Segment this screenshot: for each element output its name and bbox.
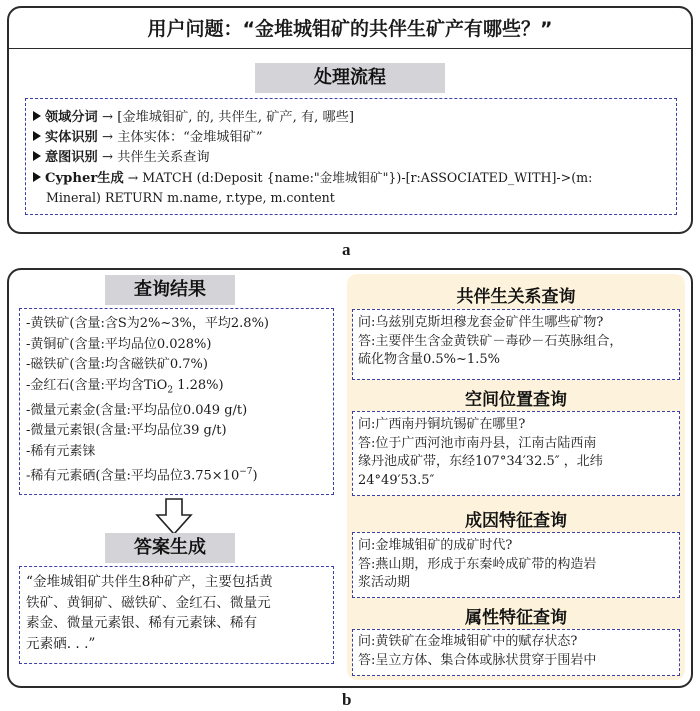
section-title-coexistence: 共伴生关系查询 bbox=[456, 287, 576, 307]
question-text: 问:乌兹别克斯坦穆龙套金矿伴生哪些矿物? bbox=[358, 315, 604, 330]
question-text: 问:金堆城钼矿的成矿时代? bbox=[358, 538, 513, 553]
answer-text bbox=[26, 572, 273, 654]
result-item bbox=[26, 462, 269, 487]
caption-b: b bbox=[342, 690, 352, 709]
answer-line: 铁矿、黄铜矿、磁铁矿、金红石、微量元 bbox=[26, 594, 271, 611]
section-title-location: 空间位置查询 bbox=[465, 390, 567, 410]
user-question: 用户问题：“金堆城钼矿的共伴生矿产有哪些？” bbox=[147, 18, 553, 40]
result-list bbox=[26, 314, 269, 487]
step-intent-recognition bbox=[33, 148, 210, 167]
result-item: -微量元素银(含量:平均品位39 g/t) bbox=[26, 423, 227, 439]
answer-text-line: 24°49′53.5″ bbox=[358, 472, 435, 488]
step-label: 领域分词 bbox=[45, 110, 98, 125]
caption-a: a bbox=[342, 240, 351, 259]
answer-text-line: 答:主要伴生含金黄铁矿－毒砂－石英脉组合， bbox=[358, 333, 623, 349]
answer-text-line: 答:燕山期，形成于东秦岭成矿带的构造岩 bbox=[358, 556, 597, 572]
process-title: 处理流程 bbox=[255, 63, 445, 93]
result-item: -微量元素金(含量:平均品位0.049 g/t) bbox=[26, 402, 248, 418]
step-arrow: → bbox=[101, 130, 114, 145]
step-arrow: → bbox=[101, 110, 114, 125]
step-entity-recognition bbox=[33, 128, 263, 147]
result-item: -黄铜矿(含量:平均品位0.028%) bbox=[26, 336, 212, 352]
step-cypher-generation bbox=[33, 168, 592, 188]
answer-text-line: 答:呈立方体、集合体或脉状贯穿于围岩中 bbox=[358, 652, 597, 668]
step-label: 实体识别 bbox=[45, 130, 98, 145]
section-title-genesis: 成因特征查询 bbox=[465, 511, 567, 531]
superscript: −7 bbox=[239, 467, 253, 478]
step-arrow: → bbox=[127, 170, 139, 185]
bullet-arrow-icon bbox=[33, 172, 41, 182]
question-text: 问:广西南丹铜坑锡矿在哪里? bbox=[358, 417, 526, 432]
answer-text-line: 缘丹池成矿带，东经107°34′32.5″ ，北纬 bbox=[358, 454, 603, 469]
step-text: 共伴生关系查询 bbox=[117, 150, 210, 165]
result-item-text: -金红石(含量:平均含TiO bbox=[26, 377, 168, 393]
result-item-tail: 1.28%) bbox=[173, 377, 224, 393]
step-cypher-generation-cont: Mineral) RETURN m.name, r.type, m.content bbox=[46, 190, 335, 205]
result-item: -稀有元素铼 bbox=[26, 443, 96, 459]
step-text: [金堆城钼矿, 的, 共伴生, 矿产, 有, 哪些] bbox=[117, 110, 355, 125]
step-arrow: → bbox=[101, 150, 114, 165]
answer-text-line: 浆活动期 bbox=[358, 575, 411, 590]
subscript: 2 bbox=[167, 385, 174, 396]
answer-title: 答案生成 bbox=[105, 533, 235, 563]
answer-line: “金堆城钼矿共伴生8种矿产，主要包括黄 bbox=[26, 574, 273, 590]
bullet-arrow-icon bbox=[33, 131, 41, 141]
qa-attribute bbox=[358, 633, 596, 670]
bullet-arrow-icon bbox=[33, 111, 41, 121]
answer-line: 素金、微量元素银、稀有元素铼、稀有 bbox=[26, 615, 258, 631]
section-title-attribute: 属性特征查询 bbox=[465, 608, 567, 628]
down-arrow-icon bbox=[154, 497, 194, 537]
qa-genesis bbox=[358, 537, 596, 593]
result-item: -黄铁矿(含量:含S为2%~3%，平均2.8%) bbox=[26, 316, 269, 331]
step-segmentation bbox=[33, 108, 354, 127]
result-item-tail: ) bbox=[252, 468, 258, 484]
qa-coexistence bbox=[358, 314, 622, 370]
question-divider bbox=[9, 48, 691, 49]
result-title: 查询结果 bbox=[105, 275, 235, 305]
step-label: Cypher生成 bbox=[45, 171, 124, 186]
answer-text-line: 答:位于广西河池市南丹县，江南古陆西南 bbox=[358, 435, 597, 451]
step-text: MATCH (d:Deposit {name:"金堆城钼矿"})-[r:ASSOCIATED_WITH]->(m: bbox=[142, 170, 593, 185]
step-text: 主体实体：“金堆城钼矿” bbox=[117, 130, 263, 145]
answer-line: 元素硒. . .” bbox=[26, 635, 96, 652]
result-item bbox=[26, 376, 269, 401]
step-label: 意图识别 bbox=[45, 150, 98, 165]
answer-text-line: 硫化物含量0.5%~1.5% bbox=[358, 352, 500, 367]
question-text: 问:黄铁矿在金堆城钼矿中的赋存状态? bbox=[358, 634, 578, 649]
bullet-arrow-icon bbox=[33, 151, 41, 161]
result-item: -磁铁矿(含量:均含磁铁矿0.7%) bbox=[26, 357, 208, 372]
qa-location bbox=[358, 416, 603, 490]
result-item-text: -稀有元素硒(含量:平均品位3.75×10 bbox=[26, 468, 240, 484]
